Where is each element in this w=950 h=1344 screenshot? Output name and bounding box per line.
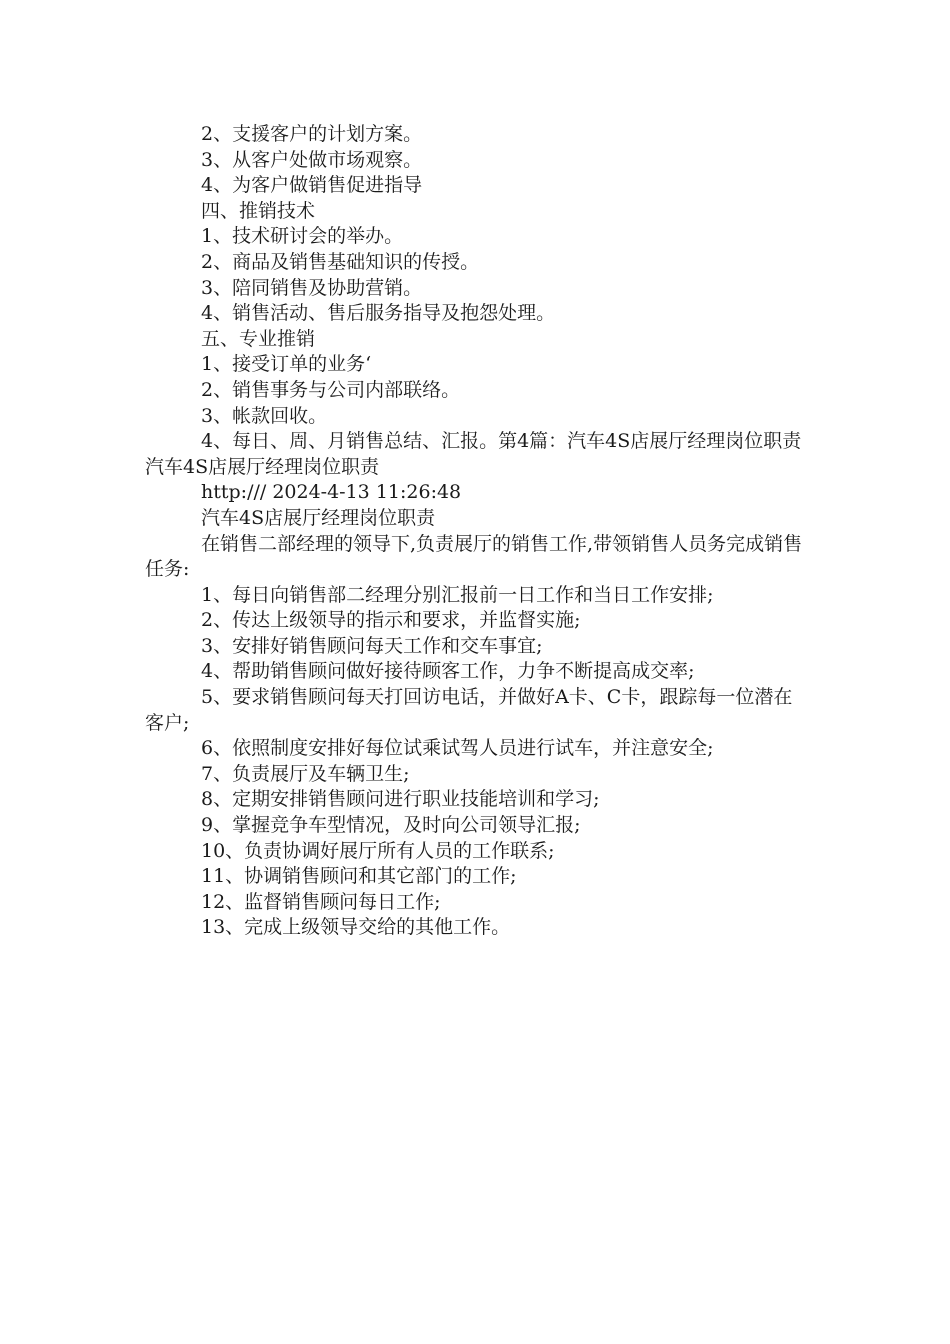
paragraph-12: 3、帐款回收。 <box>201 404 328 427</box>
duty-item-12: 12、监督销售顾问每日工作; <box>201 890 441 913</box>
paragraph-5: 1、技术研讨会的举办。 <box>201 225 404 248</box>
paragraph-10: 1、接受订单的业务‘ <box>201 353 372 376</box>
paragraph-2: 3、从客户处做市场观察。 <box>201 148 423 171</box>
duty-item-6: 6、依照制度安排好每位试乘试驾人员进行试车，并注意安全; <box>201 737 714 760</box>
duty-item-2: 2、传达上级领导的指示和要求，并监督实施; <box>201 609 581 632</box>
duty-item-10: 10、负责协调好展厅所有人员的工作联系; <box>201 839 555 862</box>
paragraph-7: 3、陪同销售及协助营销。 <box>201 276 423 299</box>
duty-item-13: 13、完成上级领导交给的其他工作。 <box>201 916 511 939</box>
paragraph-1: 2、支援客户的计划方案。 <box>201 123 423 145</box>
document-body <box>145 122 810 941</box>
paragraph-11: 2、销售事务与公司内部联络。 <box>201 378 461 401</box>
paragraph-3: 4、为客户做销售促进指导 <box>201 174 423 197</box>
article-title: 汽车4S店展厅经理岗位职责 <box>201 506 436 529</box>
duty-item-8: 8、定期安排销售顾问进行职业技能培训和学习; <box>201 788 600 811</box>
duty-item-9: 9、掌握竞争车型情况，及时向公司领导汇报; <box>201 814 581 837</box>
section-heading-sales-techniques: 四、推销技术 <box>201 199 316 222</box>
duty-item-4: 4、帮助销售顾问做好接待顾客工作，力争不断提高成交率; <box>201 660 695 683</box>
paragraph-16: 在销售二部经理的领导下,负责展厅的销售工作,带领销售人员务完成销售任务: <box>145 532 803 581</box>
paragraph-6: 2、商品及销售基础知识的传授。 <box>201 250 480 273</box>
duty-item-1: 1、每日向销售部二经理分别汇报前一日工作和当日工作安排; <box>201 583 714 606</box>
duty-item-5: 5、要求销售顾问每天打回访电话，并做好A卡、C卡，跟踪每一位潜在客户; <box>145 686 793 734</box>
section-heading-professional-sales: 五、专业推销 <box>201 327 316 350</box>
source-url-timestamp: http:/// 2024-4-13 11:26:48 <box>201 481 462 504</box>
paragraph-8: 4、销售活动、售后服务指导及抱怨处理。 <box>201 302 556 325</box>
paragraph-13: 4、每日、周、月销售总结、汇报。第4篇：汽车4S店展厅经理岗位职责汽车4S店展厅经理岗位职责 <box>145 430 802 478</box>
duty-item-7: 7、负责展厅及车辆卫生; <box>201 762 410 785</box>
duty-item-3: 3、安排好销售顾问每天工作和交车事宜; <box>201 634 543 657</box>
duty-item-11: 11、协调销售顾问和其它部门的工作; <box>201 865 517 888</box>
